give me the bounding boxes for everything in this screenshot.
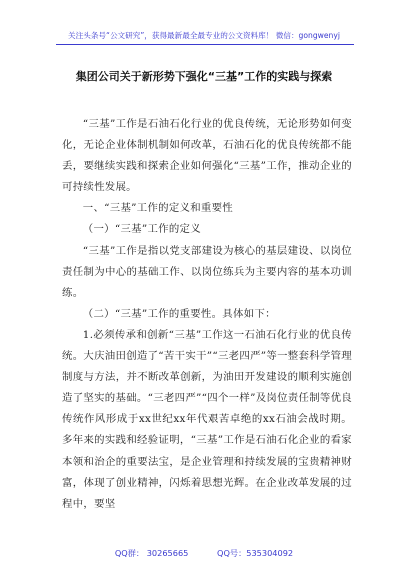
footer-qq-group: QQ群： 30265665 [114,548,189,558]
subsection-heading-definition: （一）“三基”工作的定义 [82,223,201,236]
section-heading: 一、“三基”工作的定义和重要性 [82,202,233,215]
footer-qq-number: QQ号：535304092 [217,548,294,558]
intro-paragraph: “三基”工作是石油石化行业的优良传统，无论形势如何变化，无论企业体制机制如何改革，石油石化的优良传统都不能丢，要继续实践和探索企业如何强化“三基”工作，推动企业的可持续性发展。 [62,118,352,194]
footer-contact [0,548,408,559]
header-divider [56,44,354,45]
document-body [62,114,352,515]
definition-paragraph: “三基”工作是指以党支部建设为核心的基层建设、以岗位责任制为中心的基础工作、以岗位练兵为主要内容的基本功训练。 [62,244,352,299]
header-banner: 关注头条号“公文研究”，获得最新最全最专业的公文资料库！ 微信：gongwenyj [68,31,340,40]
subsection-heading-importance: （二）“三基”工作的重要性。具体如下： [82,307,276,320]
point-1-paragraph: 1.必须传承和创新“三基”工作这一石油石化行业的优良传统。大庆油田创造了“苦干实干”“三老四严”等一整套科学管理制度与方法，并不断改革创新，为油田开发建设的顺利实施创造了坚实的基础。“三老四严”“四个一样”及岗位责任制等优良传统作风形成于xx世纪xx年代艰苦卓绝的xx石油会战时期。多年来的实践和经验证明，“三基”工作是石油石化企业的看家本领和治企的重要法宝，是企业管理和持续发展的宝贵精神财富，体现了创业精神，闪烁着思想光辉。在企业改革发展的过程中，要坚 [62,328,352,510]
document-title: 集团公司关于新形势下强化“三基”工作的实践与探索 [75,70,333,83]
